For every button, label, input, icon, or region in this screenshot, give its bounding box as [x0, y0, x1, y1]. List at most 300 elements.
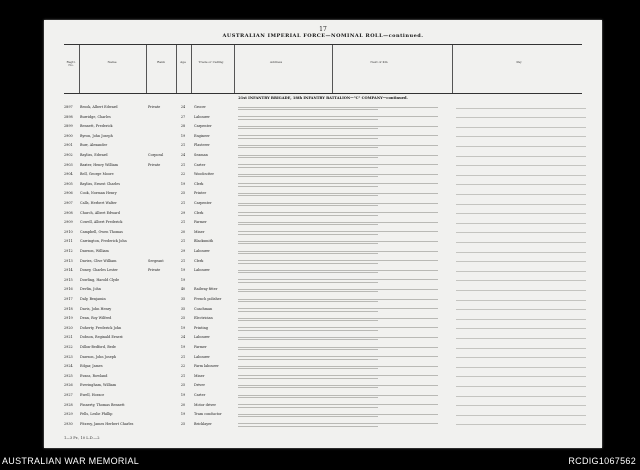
- trade: Labourer: [194, 249, 210, 253]
- col-divider: [452, 45, 453, 93]
- pay-columns: [456, 230, 586, 236]
- soldier-name: Campbell, Owen Thomas: [80, 229, 123, 234]
- table-row: [64, 392, 582, 402]
- age: 21: [180, 239, 186, 244]
- trade: Bricklayer: [194, 421, 212, 426]
- trade: Carter: [194, 393, 206, 397]
- pay-columns: [456, 383, 586, 389]
- table-row: [64, 334, 582, 344]
- soldier-name: Dobson, Reginald Ernest: [80, 335, 123, 340]
- section-heading: 21st INFANTRY BRIGADE, 18th INFANTRY BATTALION—"C" COMPANY—continued.: [238, 96, 408, 100]
- pay-figures-line: [456, 127, 586, 128]
- soldier-name: Dillon-Bedford, Bede: [80, 345, 116, 349]
- illegible-text-line: [238, 320, 378, 321]
- table-row: [64, 142, 582, 152]
- illegible-text-line: [238, 138, 378, 139]
- illegible-text-line: [238, 155, 438, 156]
- table-row: [64, 171, 582, 181]
- age: 25: [180, 191, 186, 196]
- illegible-text-line: [238, 193, 438, 194]
- pay-figures-line: [456, 348, 586, 349]
- rank: Private: [148, 268, 161, 273]
- pay-figures-line: [456, 376, 586, 377]
- pay-figures-line: [456, 156, 586, 157]
- trade: Tram conductor: [194, 412, 222, 417]
- trade: Farmer: [194, 220, 207, 225]
- age: 19: [180, 181, 186, 186]
- address-next-of-kin-text: [238, 374, 438, 382]
- pay-figures-line: [456, 261, 586, 262]
- regimental-number: 2919: [64, 316, 73, 321]
- regimental-number: 2922: [64, 345, 73, 349]
- soldier-name: Dawson, John Joseph: [80, 354, 117, 359]
- age: 19: [180, 325, 186, 330]
- pay-figures-line: [456, 424, 586, 425]
- illegible-text-line: [238, 243, 378, 244]
- regimental-number: 2901: [64, 143, 73, 148]
- pay-columns: [456, 393, 586, 399]
- pay-figures-line: [456, 204, 586, 205]
- illegible-text-line: [238, 368, 378, 369]
- age: 27: [180, 114, 186, 119]
- illegible-text-line: [238, 414, 438, 415]
- col-name: Name: [107, 60, 117, 64]
- illegible-text-line: [238, 387, 378, 388]
- age: 19: [180, 393, 186, 397]
- regimental-number: 2924: [64, 364, 73, 369]
- regimental-number: 2898: [64, 114, 73, 119]
- illegible-text-line: [238, 128, 378, 129]
- col-divider: [332, 45, 333, 93]
- trade: Railway fitter: [194, 287, 218, 292]
- age: 25: [180, 316, 186, 321]
- illegible-text-line: [238, 282, 378, 283]
- address-next-of-kin-text: [238, 134, 438, 142]
- illegible-text-line: [238, 318, 438, 319]
- trade: Miner: [194, 229, 205, 234]
- pay-columns: [456, 172, 586, 178]
- soldier-name: Devlin, John: [80, 287, 101, 292]
- soldier-name: Bayliss, Ernest Charles: [80, 181, 120, 186]
- trade: Engineer: [194, 133, 210, 138]
- illegible-text-line: [238, 260, 438, 261]
- address-next-of-kin-text: [238, 287, 438, 295]
- trade: Motor driver: [194, 402, 217, 407]
- illegible-text-line: [238, 195, 378, 196]
- table-row: [64, 200, 582, 210]
- regimental-number: 2927: [64, 393, 73, 397]
- trade: Farmer: [194, 345, 207, 349]
- address-next-of-kin-text: [238, 105, 438, 113]
- pay-columns: [456, 307, 586, 313]
- illegible-text-line: [238, 176, 378, 177]
- table-row: [64, 382, 582, 392]
- address-next-of-kin-text: [238, 326, 438, 334]
- pay-figures-line: [456, 108, 586, 109]
- pay-figures-line: [456, 309, 586, 310]
- illegible-text-line: [238, 291, 378, 292]
- illegible-text-line: [238, 330, 378, 331]
- pay-columns: [456, 239, 586, 245]
- pay-columns: [456, 287, 586, 293]
- address-next-of-kin-text: [238, 345, 438, 353]
- regimental-number: 2911: [64, 239, 73, 244]
- pay-columns: [456, 278, 586, 284]
- pay-columns: [456, 191, 586, 197]
- trade: French polisher: [194, 297, 222, 301]
- age: 40: [180, 287, 186, 292]
- illegible-text-line: [238, 147, 378, 148]
- col-address: Address: [269, 60, 283, 64]
- trade: Seaman: [194, 153, 208, 157]
- illegible-text-line: [238, 347, 438, 348]
- age: 35: [180, 297, 186, 301]
- pay-columns: [456, 268, 586, 274]
- pay-columns: [456, 201, 586, 207]
- column-header-block: [64, 44, 582, 94]
- illegible-text-line: [238, 349, 378, 350]
- trade: Printer: [194, 191, 207, 196]
- pay-columns: [456, 326, 586, 332]
- illegible-text-line: [238, 359, 378, 360]
- col-rank: Rank: [157, 60, 165, 64]
- illegible-text-line: [238, 183, 438, 184]
- pay-columns: [456, 105, 586, 111]
- regimental-number: 2897: [64, 105, 73, 109]
- trade: Labourer: [194, 114, 210, 119]
- age: 19: [180, 277, 186, 282]
- illegible-text-line: [238, 116, 438, 117]
- trade: Farm labourer: [194, 364, 219, 369]
- soldier-name: Ewell, Horace: [80, 393, 105, 397]
- table-row: [64, 402, 582, 412]
- pay-figures-line: [456, 232, 586, 233]
- table-row: [64, 267, 582, 277]
- age: 25: [180, 383, 186, 388]
- age: 24: [180, 105, 186, 109]
- age: 21: [180, 354, 186, 359]
- soldier-name: Evans, Rowland: [80, 373, 108, 378]
- table-row: [64, 296, 582, 306]
- trade: Blacksmith: [194, 239, 214, 244]
- address-next-of-kin-text: [238, 230, 438, 238]
- address-next-of-kin-text: [238, 211, 438, 219]
- illegible-text-line: [238, 203, 438, 204]
- trade: Carpenter: [194, 201, 212, 205]
- soldier-name: Davis, John Henry: [80, 306, 112, 311]
- illegible-text-line: [238, 301, 378, 302]
- regimental-number: 2909: [64, 220, 73, 225]
- regimental-number: 2916: [64, 287, 73, 292]
- col-divider: [79, 45, 80, 93]
- pay-columns: [456, 153, 586, 159]
- pay-columns: [456, 143, 586, 149]
- illegible-text-line: [238, 289, 438, 290]
- table-row: [64, 123, 582, 133]
- address-next-of-kin-text: [238, 403, 438, 411]
- regimental-number: 2912: [64, 249, 73, 253]
- pay-columns: [456, 403, 586, 409]
- soldier-name: Church, Albert Edward: [80, 210, 120, 215]
- pay-figures-line: [456, 184, 586, 185]
- regimental-number: 2917: [64, 297, 73, 301]
- pay-figures-line: [456, 328, 586, 329]
- illegible-text-line: [238, 337, 438, 338]
- soldier-name: Dawson, William: [80, 249, 109, 253]
- regimental-number: 2913: [64, 258, 73, 263]
- table-row: [64, 133, 582, 143]
- address-next-of-kin-text: [238, 422, 438, 430]
- address-next-of-kin-text: [238, 297, 438, 305]
- col-age: Age: [180, 60, 186, 64]
- soldier-name: Finnerty, Thomas Bennett: [80, 402, 125, 407]
- rank: Private: [148, 105, 161, 109]
- illegible-text-line: [238, 416, 378, 417]
- pay-columns: [456, 134, 586, 140]
- illegible-text-line: [238, 311, 378, 312]
- regimental-number: 2908: [64, 210, 73, 215]
- soldier-name: Edgar, James: [80, 364, 103, 369]
- illegible-text-line: [238, 366, 438, 367]
- pay-columns: [456, 355, 586, 361]
- pay-columns: [456, 259, 586, 265]
- regimental-number: 2902: [64, 153, 73, 157]
- pay-columns: [456, 412, 586, 418]
- age: 19: [180, 412, 186, 417]
- age: 21: [180, 143, 186, 148]
- regimental-number: 2904: [64, 172, 73, 177]
- regimental-number: 2921: [64, 335, 73, 340]
- pay-columns: [456, 163, 586, 169]
- rank: Sergeant: [148, 258, 164, 263]
- age: 21: [180, 162, 186, 167]
- pay-figures-line: [456, 146, 586, 147]
- address-next-of-kin-text: [238, 259, 438, 267]
- table-row: [64, 190, 582, 200]
- soldier-name: Davies, Clive William: [80, 258, 117, 263]
- address-next-of-kin-text: [238, 249, 438, 257]
- illegible-text-line: [238, 215, 378, 216]
- illegible-text-line: [238, 378, 378, 379]
- table-row: [64, 104, 582, 114]
- col-divider: [176, 45, 177, 93]
- col-next-of-kin: Next of Kin: [370, 60, 388, 64]
- soldier-name: Cowell, Albert Frederick: [80, 220, 123, 225]
- trade: Electrician: [194, 316, 213, 321]
- illegible-text-line: [238, 224, 378, 225]
- table-row: [64, 152, 582, 162]
- address-next-of-kin-text: [238, 278, 438, 286]
- address-next-of-kin-text: [238, 316, 438, 324]
- age: 21: [180, 220, 186, 225]
- trade: Printing: [194, 325, 208, 330]
- pay-figures-line: [456, 252, 586, 253]
- page-number: 17: [319, 26, 327, 33]
- address-next-of-kin-text: [238, 355, 438, 363]
- pay-figures-line: [456, 300, 586, 301]
- illegible-text-line: [238, 126, 438, 127]
- soldier-name: Byron, John Joseph: [80, 133, 113, 138]
- soldier-name: Brook, Albert Edward: [80, 105, 118, 109]
- address-next-of-kin-text: [238, 307, 438, 315]
- regimental-number: 2906: [64, 191, 73, 196]
- table-row: [64, 162, 582, 172]
- age: 20: [180, 229, 186, 234]
- pay-figures-line: [456, 357, 586, 358]
- table-row: [64, 181, 582, 191]
- address-next-of-kin-text: [238, 115, 438, 123]
- illegible-text-line: [238, 385, 438, 386]
- table-row: [64, 363, 582, 373]
- illegible-text-line: [238, 109, 378, 110]
- pay-figures-line: [456, 271, 586, 272]
- address-next-of-kin-text: [238, 191, 438, 199]
- soldier-name: Bell, George Moore: [80, 172, 114, 177]
- illegible-text-line: [238, 251, 438, 252]
- soldier-name: Doherty, Frederick John: [80, 325, 122, 330]
- table-row: [64, 354, 582, 364]
- age: 19: [180, 268, 186, 273]
- illegible-text-line: [238, 241, 438, 242]
- address-next-of-kin-text: [238, 153, 438, 161]
- soldier-name: Carrington, Frederick John: [80, 239, 127, 244]
- soldier-name: Burridge, Charles: [80, 114, 111, 119]
- pay-figures-line: [456, 136, 586, 137]
- illegible-text-line: [238, 404, 438, 405]
- soldier-name: Cook, Norman Henry: [80, 191, 117, 196]
- pay-figures-line: [456, 242, 586, 243]
- illegible-text-line: [238, 119, 378, 120]
- table-row: [64, 411, 582, 421]
- illegible-text-line: [238, 174, 438, 175]
- regimental-number: 2914: [64, 268, 73, 273]
- pay-figures-line: [456, 165, 586, 166]
- soldier-name: Everingham, William: [80, 383, 117, 388]
- trade: Miner: [194, 373, 205, 378]
- illegible-text-line: [238, 279, 438, 280]
- soldier-name: Doney, Charles Lester: [80, 268, 118, 273]
- rank: Corporal: [148, 153, 164, 157]
- pay-columns: [456, 374, 586, 380]
- illegible-text-line: [238, 272, 378, 273]
- address-next-of-kin-text: [238, 364, 438, 372]
- trade: Labourer: [194, 268, 210, 273]
- pay-columns: [456, 422, 586, 428]
- table-row: [64, 373, 582, 383]
- regimental-number: 2915: [64, 277, 73, 282]
- illegible-text-line: [238, 164, 438, 165]
- illegible-text-line: [238, 395, 438, 396]
- regimental-number: 2929: [64, 412, 73, 417]
- illegible-text-line: [238, 263, 378, 264]
- pay-figures-line: [456, 396, 586, 397]
- pay-columns: [456, 115, 586, 121]
- age: 35: [180, 306, 186, 311]
- archive-caption: AUSTRALIAN WAR MEMORIAL: [2, 456, 140, 466]
- age: 22: [180, 364, 186, 369]
- age: 21: [180, 373, 186, 378]
- pay-columns: [456, 124, 586, 130]
- footer-printer-note: 1—3 Pr., 10 L.D.—2: [64, 436, 100, 440]
- address-next-of-kin-text: [238, 335, 438, 343]
- record-id: RCDIG1067562: [568, 456, 636, 466]
- illegible-text-line: [238, 212, 438, 213]
- age: 19: [180, 133, 186, 138]
- pay-columns: [456, 220, 586, 226]
- pay-figures-line: [456, 290, 586, 291]
- pay-figures-line: [456, 194, 586, 195]
- trade: Plasterer: [194, 143, 210, 148]
- illegible-text-line: [238, 157, 378, 158]
- roll-page: [44, 20, 602, 448]
- illegible-text-line: [238, 222, 438, 223]
- pay-figures-line: [456, 338, 586, 339]
- col-regtl-no: Regtl. No.: [66, 60, 76, 68]
- pay-figures-line: [456, 223, 586, 224]
- illegible-text-line: [238, 167, 378, 168]
- age: 21: [180, 201, 186, 205]
- pay-figures-line: [456, 386, 586, 387]
- regimental-number: 2918: [64, 306, 73, 311]
- table-row: [64, 229, 582, 239]
- age: 29: [180, 210, 186, 215]
- rank: Private: [148, 162, 161, 167]
- illegible-text-line: [238, 407, 378, 408]
- regimental-number: 2900: [64, 133, 73, 138]
- address-next-of-kin-text: [238, 239, 438, 247]
- soldier-name: Dean, Roy Wilfred: [80, 316, 112, 321]
- illegible-text-line: [238, 107, 438, 108]
- illegible-text-line: [238, 234, 378, 235]
- regimental-number: 2903: [64, 162, 73, 167]
- trade: Carpenter: [194, 124, 212, 129]
- pay-columns: [456, 364, 586, 370]
- trade: Labourer: [194, 354, 210, 359]
- illegible-text-line: [238, 205, 378, 206]
- address-next-of-kin-text: [238, 182, 438, 190]
- regimental-number: 2928: [64, 402, 73, 407]
- caption-bar: [0, 452, 640, 470]
- table-row: [64, 238, 582, 248]
- trade: Coachman: [194, 306, 213, 311]
- illegible-text-line: [238, 375, 438, 376]
- soldier-name: Bennett, Frederick: [80, 124, 113, 129]
- age: 25: [180, 421, 186, 426]
- regimental-number: 2905: [64, 181, 73, 186]
- pay-columns: [456, 297, 586, 303]
- trade: Grocer: [194, 105, 206, 109]
- table-row: [64, 277, 582, 287]
- trade: Clerk: [194, 181, 204, 186]
- pay-columns: [456, 316, 586, 322]
- pay-figures-line: [456, 367, 586, 368]
- illegible-text-line: [238, 308, 438, 309]
- trade: Driver: [194, 383, 205, 388]
- table-row: [64, 421, 582, 431]
- age: 24: [180, 153, 186, 157]
- table-row: [64, 114, 582, 124]
- table-row: [64, 325, 582, 335]
- illegible-text-line: [238, 339, 378, 340]
- col-trade: Trade or Calling: [198, 60, 224, 64]
- illegible-text-line: [238, 270, 438, 271]
- illegible-text-line: [238, 145, 438, 146]
- regimental-number: 2923: [64, 354, 73, 359]
- age: 19: [180, 345, 186, 349]
- pay-columns: [456, 182, 586, 188]
- address-next-of-kin-text: [238, 383, 438, 391]
- age: 22: [180, 172, 186, 177]
